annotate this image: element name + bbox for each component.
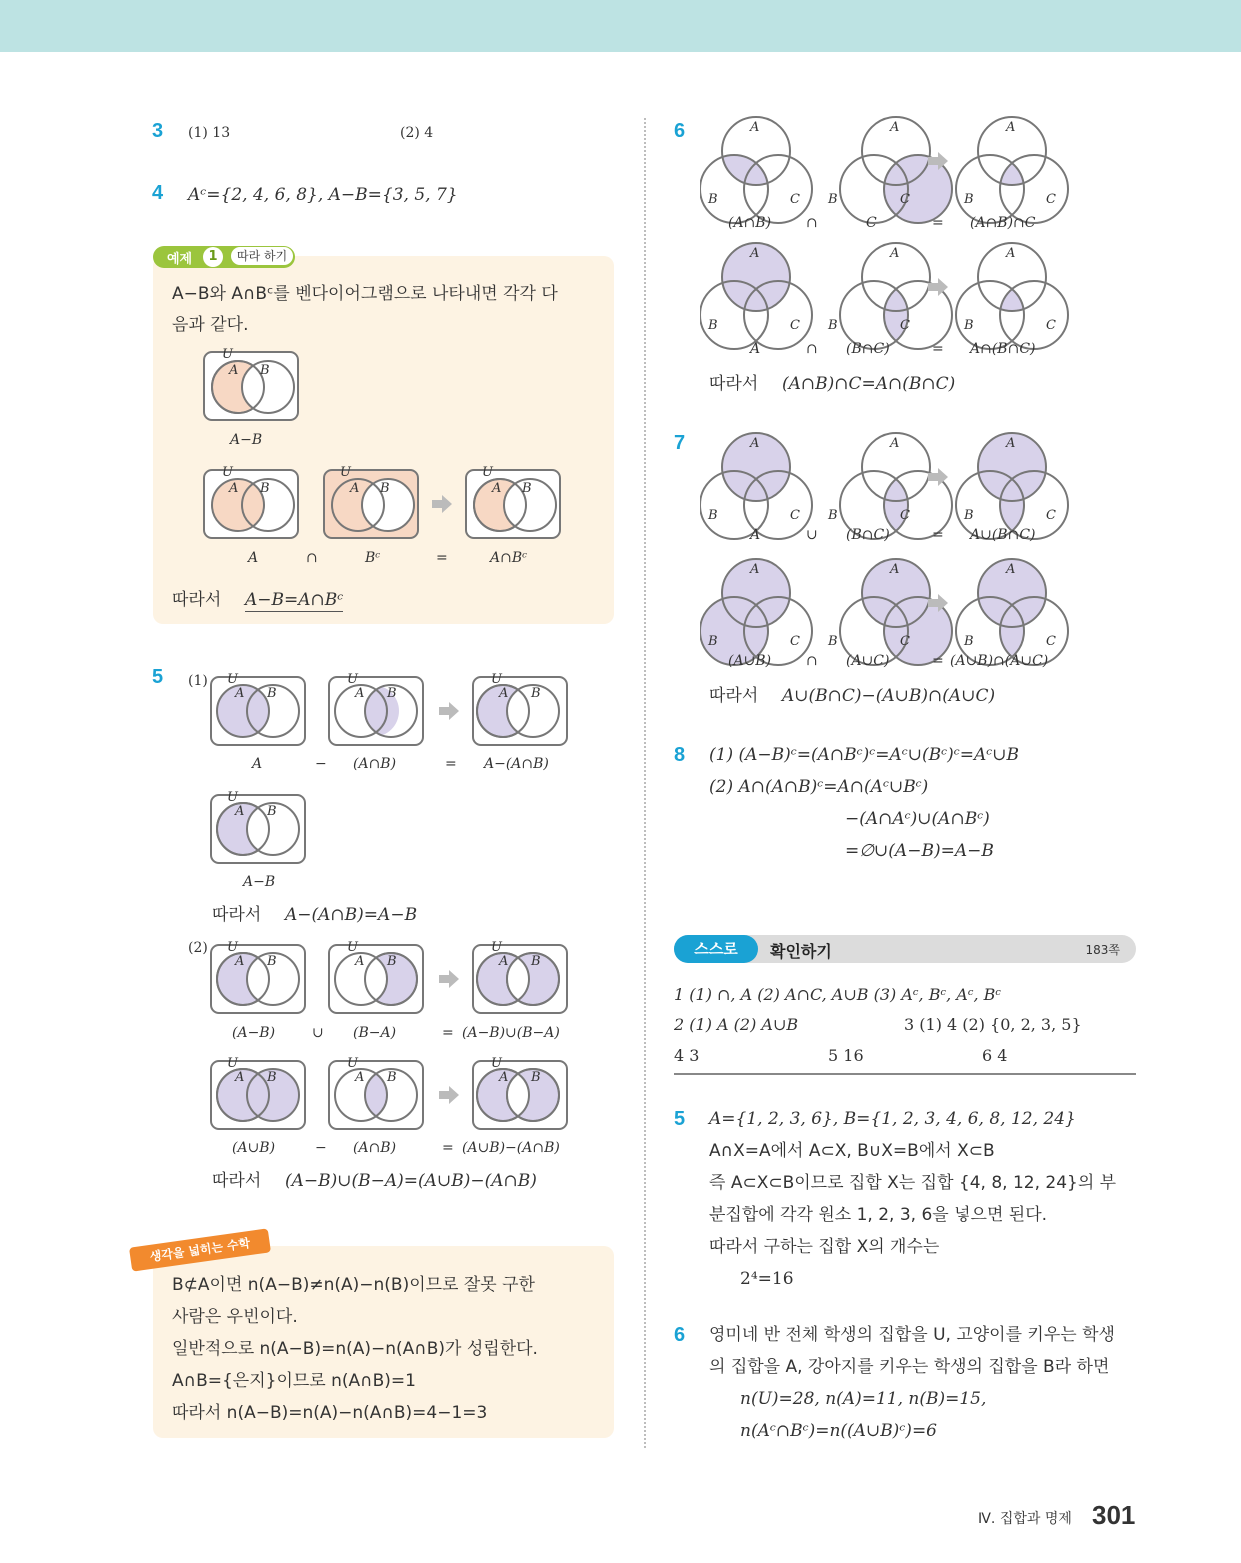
label-a: A [235,804,245,819]
p5-r2-b: (B−A) [353,1025,397,1041]
label-c: C [1046,508,1056,523]
label-b: B [828,508,838,523]
label-b: B [267,1070,277,1085]
header-band [0,0,1241,52]
venn-b-complement [324,470,418,538]
p5-r3-b: (A∩B) [353,1140,397,1156]
label-b: B [531,954,541,969]
think-line-5: 따라서 n(A−B)=n(A)−n(A∩B)=4−1=3 [172,1403,488,1423]
label-a: A [890,436,900,451]
label-c: C [900,508,910,523]
sub-2: (2) [188,940,208,956]
arrow-icon [439,970,459,988]
p5-r1-eq: = [445,756,457,772]
problem-number-4: 4 [152,182,164,204]
example-badge-tail: 따라 하기 [231,247,293,265]
label-b: B [708,634,718,649]
label-a: A [235,1070,245,1085]
p6-r1-result: (A∩B)∩C [970,215,1036,231]
label-a: A [750,436,760,451]
caption-equals: = [436,550,448,566]
label-b: B [828,318,838,333]
p6-conclusion: (A∩B)∩C=A∩(B∩C) [782,374,956,394]
p5-conclusion-1: A−(A∩B)=A−B [285,905,418,925]
p7-r2-eq: = [932,653,944,669]
example-line-2: 음과 같다. [172,315,249,335]
label-b: B [708,318,718,333]
example-badge-number: 1 [203,247,223,267]
problem-number-3: 3 [152,120,164,142]
think-line-4: A∩B={은지}이므로 n(A∩B)=1 [172,1371,416,1391]
label-c: C [1046,192,1056,207]
p5b-line-2: A∩X=A에서 A⊂X, B∪X=B에서 X⊂B [709,1141,995,1161]
p5-conclusion-1-label: 따라서 [212,905,262,925]
label-b: B [964,634,974,649]
label-a: A [355,1070,365,1085]
label-b: B [531,686,541,701]
p7-r2-result: (A∪B)∩(A∪C) [950,653,1049,669]
label-a: A [235,954,245,969]
venn-a-cap-b-complement [466,470,560,538]
label-a: A [229,363,239,378]
p6-r2-eq: = [932,341,944,357]
label-c: C [900,634,910,649]
p5b-line-1: A={1, 2, 3, 6}, B={1, 2, 3, 4, 6, 8, 12, 24} [709,1109,1076,1129]
caption-a-minus-b: A−B [230,432,263,448]
column-divider [644,118,646,1448]
p5-r3-eq: = [442,1140,454,1156]
think-line-2: 사람은 우빈이다. [172,1307,298,1327]
p6b-line-4: n(Aᶜ∩Bᶜ)=n((A∪B)ᶜ)=6 [740,1421,938,1441]
label-c: C [790,192,800,207]
p5-r1-a: A [252,756,263,772]
p7-r1-b: (B∩C) [846,527,890,543]
p5b-line-6: 2⁴=16 [740,1269,794,1289]
label-a: A [890,246,900,261]
label-b: B [828,634,838,649]
p6b-line-1: 영미네 반 전체 학생의 집합을 U, 고양이를 키우는 학생 [709,1325,1115,1345]
p6-r1-eq: = [932,215,944,231]
label-u: U [227,1056,238,1071]
label-a: A [492,481,502,496]
label-u: U [340,465,351,480]
label-b: B [522,481,532,496]
p5-r2-result: (A−B)∪(B−A) [462,1025,560,1041]
p5-r1-b: (A∩B) [353,756,397,772]
p6-r2-b: (B∩C) [846,341,890,357]
problem-number-6b: 6 [674,1324,686,1346]
p6-conclusion-label: 따라서 [709,374,759,394]
label-c: C [790,508,800,523]
p5-conclusion-2: (A−B)∪(B−A)=(A∪B)−(A∩B) [285,1171,537,1191]
p6-r2-a: A [750,341,761,357]
p5-r2-op: ∪ [312,1025,324,1041]
p5-r2-eq: = [442,1025,454,1041]
label-b: B [267,804,277,819]
label-a: A [355,686,365,701]
p7-r2-b: (A∪C) [846,653,890,669]
label-c: C [790,634,800,649]
problem-number-8: 8 [674,744,686,766]
label-a: A [750,120,760,135]
p6-r2-op: ∩ [806,341,818,357]
p6b-line-2: 의 집합을 A, 강아지를 키우는 학생의 집합을 B라 하면 [709,1357,1110,1377]
caption-a-cap-b-complement: A∩Bᶜ [490,550,528,566]
label-c: C [1046,634,1056,649]
label-a: A [890,120,900,135]
label-c: C [1046,318,1056,333]
label-u: U [222,465,233,480]
example-venn-diagrams [150,340,630,630]
label-u: U [482,465,493,480]
label-a: A [1006,246,1016,261]
p8-line-3: −(A∩Aᶜ)∪(A∩Bᶜ) [845,809,990,829]
label-u: U [491,1056,502,1071]
label-b: B [964,318,974,333]
problem-number-5b: 5 [674,1108,686,1130]
label-a: A [499,686,509,701]
page-number: 301 [1092,1500,1136,1530]
label-u: U [491,940,502,955]
p7-r1-op: ∪ [806,527,818,543]
answer-3-2: (2) 4 [400,125,434,141]
example-conclusion-label: 따라서 [172,590,222,610]
check-answer-6: 6 4 [982,1046,1008,1065]
example-conclusion: A−B=A∩Bᶜ [245,590,344,610]
label-a: A [1006,120,1016,135]
label-a: A [499,954,509,969]
p7-r1-a: A [750,527,761,543]
label-u: U [227,672,238,687]
label-b: B [380,481,390,496]
check-answer-3: 3 (1) 4 (2) {0, 2, 3, 5} [904,1015,1082,1034]
p5-r3-op: − [315,1140,327,1156]
p7-r2-op: ∩ [806,653,818,669]
label-b: B [708,508,718,523]
arrow-icon [439,702,459,720]
example-badge [153,246,295,268]
footer-chapter: Ⅳ. 집합과 명제 [978,1511,1072,1527]
p7-r1-eq: = [932,527,944,543]
p5-r3-result: (A∪B)−(A∩B) [462,1140,560,1156]
p5-r1-op: − [315,756,327,772]
sub-1: (1) [188,673,208,689]
p6b-line-3: n(U)=28, n(A)=11, n(B)=15, [740,1389,987,1409]
venn-a-minus-b-result [211,795,305,863]
problem-number-6: 6 [674,120,686,142]
p7-conclusion-label: 따라서 [709,686,759,706]
check-rule [674,1073,1136,1075]
label-a: A [750,246,760,261]
venn-a [204,470,298,538]
label-u: U [227,790,238,805]
label-u: U [347,672,358,687]
label-b: B [267,686,277,701]
think-line-3: 일반적으로 n(A−B)=n(A)−n(A∩B)가 성립한다. [172,1339,538,1359]
p5-r2-a: (A−B) [232,1025,276,1041]
check-answer-1: 1 (1) ∩, A (2) A∩C, A∪B (3) Aᶜ, Bᶜ, Aᶜ, Bᶜ [674,985,1002,1004]
p7-r2-a: (A∪B) [728,653,772,669]
caption-b-complement: Bᶜ [365,550,381,566]
self-check-title: 확인하기 [770,942,832,961]
p5-r3-a: (A∪B) [232,1140,276,1156]
self-check-header [674,935,1136,963]
label-a: A [350,481,360,496]
problem-number-7: 7 [674,432,686,454]
label-a: A [890,562,900,577]
label-a: A [1006,436,1016,451]
label-a: A [1006,562,1016,577]
p5-conclusion-2-label: 따라서 [212,1171,262,1191]
p7-conclusion: A∪(B∩C)−(A∪B)∩(A∪C) [782,686,996,706]
answer-4: Aᶜ={2, 4, 6, 8}, A−B={3, 5, 7} [188,185,458,205]
answer-3-1: (1) 13 [188,125,231,141]
example-badge-label: 예제 [167,252,193,267]
think-ribbon: 생각을 넓히는 수학 [129,1228,271,1271]
p8-line-2: (2) A∩(A∩B)ᶜ=A∩(Aᶜ∪Bᶜ) [709,777,929,797]
label-u: U [347,940,358,955]
problem-number-5: 5 [152,666,164,688]
caption-a: A [248,550,259,566]
label-a: A [355,954,365,969]
label-a: A [750,562,760,577]
label-b: B [964,192,974,207]
p5b-line-5: 따라서 구하는 집합 X의 개수는 [709,1237,940,1257]
label-b: B [708,192,718,207]
label-u: U [491,672,502,687]
arrow-icon [439,1086,459,1104]
check-answer-2: 2 (1) A (2) A∪B [674,1015,799,1034]
p6-r1-op: ∩ [806,215,818,231]
venn-a-minus-b [204,352,298,420]
three-set-venn-diagrams [700,115,1080,675]
label-c: C [790,318,800,333]
self-check-tag: 스스로 [674,935,758,963]
p5b-line-4: 분집합에 각각 원소 1, 2, 3, 6을 넣으면 된다. [709,1205,1048,1225]
p7-r1-result: A∪(B∩C) [970,527,1036,543]
label-b: B [387,686,397,701]
label-b: B [387,954,397,969]
p8-line-4: =∅∪(A−B)=A−B [845,841,994,861]
p5-caption-a-minus-b: A−B [243,874,276,890]
self-check-page-ref: 183쪽 [1085,943,1120,957]
p8-line-1: (1) (A−B)ᶜ=(A∩Bᶜ)ᶜ=Aᶜ∪(Bᶜ)ᶜ=Aᶜ∪B [709,745,1020,765]
label-c: C [900,192,910,207]
label-b: B [964,508,974,523]
label-a: A [499,1070,509,1085]
arrow-icon [432,495,452,513]
example-line-1: A−B와 A∩Bᶜ를 벤다이어그램으로 나타내면 각각 다 [172,284,558,304]
label-u: U [222,347,233,362]
label-u: U [347,1056,358,1071]
label-b: B [267,954,277,969]
caption-cap: ∩ [306,550,318,566]
label-u: U [227,940,238,955]
think-line-1: B⊄A이면 n(A−B)≠n(A)−n(B)이므로 잘못 구한 [172,1275,535,1295]
label-b: B [260,363,270,378]
p5-r1-result: A−(A∩B) [484,756,549,772]
label-a: A [229,481,239,496]
label-b: B [260,481,270,496]
p6-r2-result: A∩(B∩C) [970,341,1036,357]
label-b: B [387,1070,397,1085]
label-b: B [828,192,838,207]
label-c: C [900,318,910,333]
p6-r1-a: (A∩B) [728,215,772,231]
label-b: B [531,1070,541,1085]
p5b-line-3: 즉 A⊂X⊂B이므로 집합 X는 집합 {4, 8, 12, 24}의 부 [709,1173,1117,1193]
check-answer-4: 4 3 [674,1046,700,1065]
label-a: A [235,686,245,701]
check-answer-5: 5 16 [828,1046,864,1065]
p6-r1-b: C [866,215,877,231]
